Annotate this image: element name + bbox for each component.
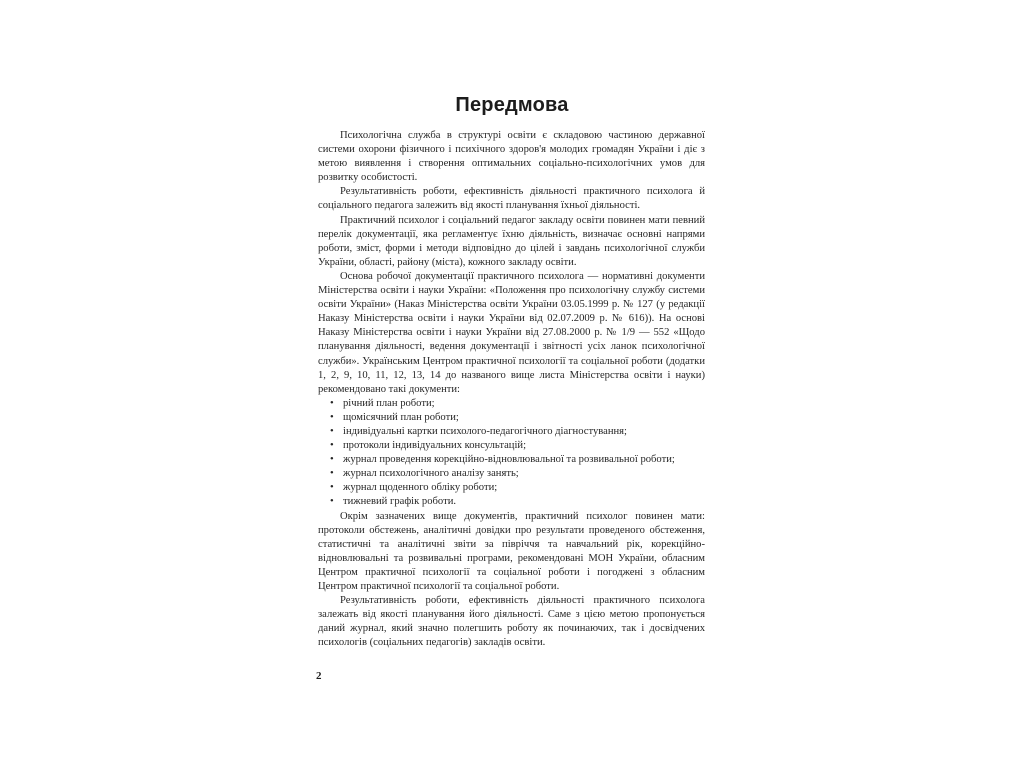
list-item-text: журнал психологічного аналізу занять;: [343, 468, 519, 480]
body-text: [318, 129, 705, 650]
page-title: Передмова: [455, 94, 569, 116]
list-item: [318, 481, 705, 495]
list-item-text: журнал щоденного обліку роботи;: [343, 482, 498, 494]
list-item-text: щомісячний план роботи;: [343, 411, 459, 423]
bullet-icon: •: [330, 496, 334, 508]
bullet-icon: •: [330, 454, 334, 466]
paragraph: Психологічна служба в структурі освіти є складовою частиною державної системи охорони фізичного і психічного здоров'я молодих громадян України і діє з метою виявлення і створення оптимальних соціально-психологічних умов для розвитку особистості.: [318, 130, 705, 184]
list-item: [318, 397, 705, 411]
paragraph: Основа робочої документації практичного психолога — нормативні документи Міністерства освіти і науки України: «Положення про психологічну службу системи освіти України» (Наказ Міністерства освіти України 03.05.1999 р. № 127 (у редакції Наказу Міністерства освіти і науки України від 02.07.2009 р. № 616)). На основі Наказу Міністерства освіти і науки України від 27.08.2000 р. № 1/9 — 552 «Щодо планування діяльності, ведення документації і звітності усіх ланок психологічної служби». Українським Центром практичної психології та соціальної роботи (додатки 1, 2, 9, 10, 11, 12, 13, 14 до названого вище листа Міністерства освіти і науки) рекомендовано такі документи:: [318, 270, 705, 395]
list-item-text: річний план роботи;: [343, 397, 435, 409]
list-item-text: тижневий графік роботи.: [343, 496, 457, 508]
list-item: [318, 453, 705, 467]
paragraph: Результативність роботи, ефективність діяльності практичного психолога залежать від якості планування його діяльності. Саме з цією метою пропонується даний журнал, який значно полегшить роботу як починаючих, так і досвідчених психологів (соціальних педагогів) закладів освіти.: [318, 595, 705, 649]
list-item: [318, 425, 705, 439]
list-item: [318, 439, 705, 453]
bullet-icon: •: [330, 440, 334, 452]
list-item-text: протоколи індивідуальних консультацій;: [343, 440, 527, 452]
bullet-icon: •: [330, 411, 334, 423]
paragraph: Окрім зазначених вище документів, практичний психолог повинен мати: протоколи обстежень, аналітичні довідки про результати проведеного обстеження, статистичні та аналітичні звіти за півріччя та навчальний рік, корекційно-відновлювальні та розвивальні програми, рекомендовані МОН України, обласним Центром практичної психології та соціальної роботи і погоджені з обласним Центром практичної психології та соціальної роботи.: [318, 510, 705, 592]
page-number: 2: [316, 670, 322, 682]
list-item: [318, 467, 705, 481]
bullet-icon: •: [330, 482, 334, 494]
paragraph: Результативність роботи, ефективність діяльності практичного психолога й соціального педагога залежить від якості планування їхньої діяльності.: [318, 186, 705, 212]
bullet-icon: •: [330, 425, 334, 437]
list-item: [318, 411, 705, 425]
list-item: [318, 495, 705, 509]
document-list: [318, 397, 705, 510]
paragraph: Практичний психолог і соціальний педагог закладу освіти повинен мати певний перелік документації, яка регламентує їхню діяльність, визначає основні напрями роботи, зміст, форми і методи відповідно до цілей і завдань психологічної служби України, області, району (міста), кожного закладу освіти.: [318, 214, 705, 268]
bullet-icon: •: [330, 468, 334, 480]
bullet-icon: •: [330, 397, 334, 409]
list-item-text: журнал проведення корекційно-відновлювальної та розвивальної роботи;: [343, 454, 675, 466]
list-item-text: індивідуальні картки психолого-педагогічного діагностування;: [343, 425, 627, 437]
